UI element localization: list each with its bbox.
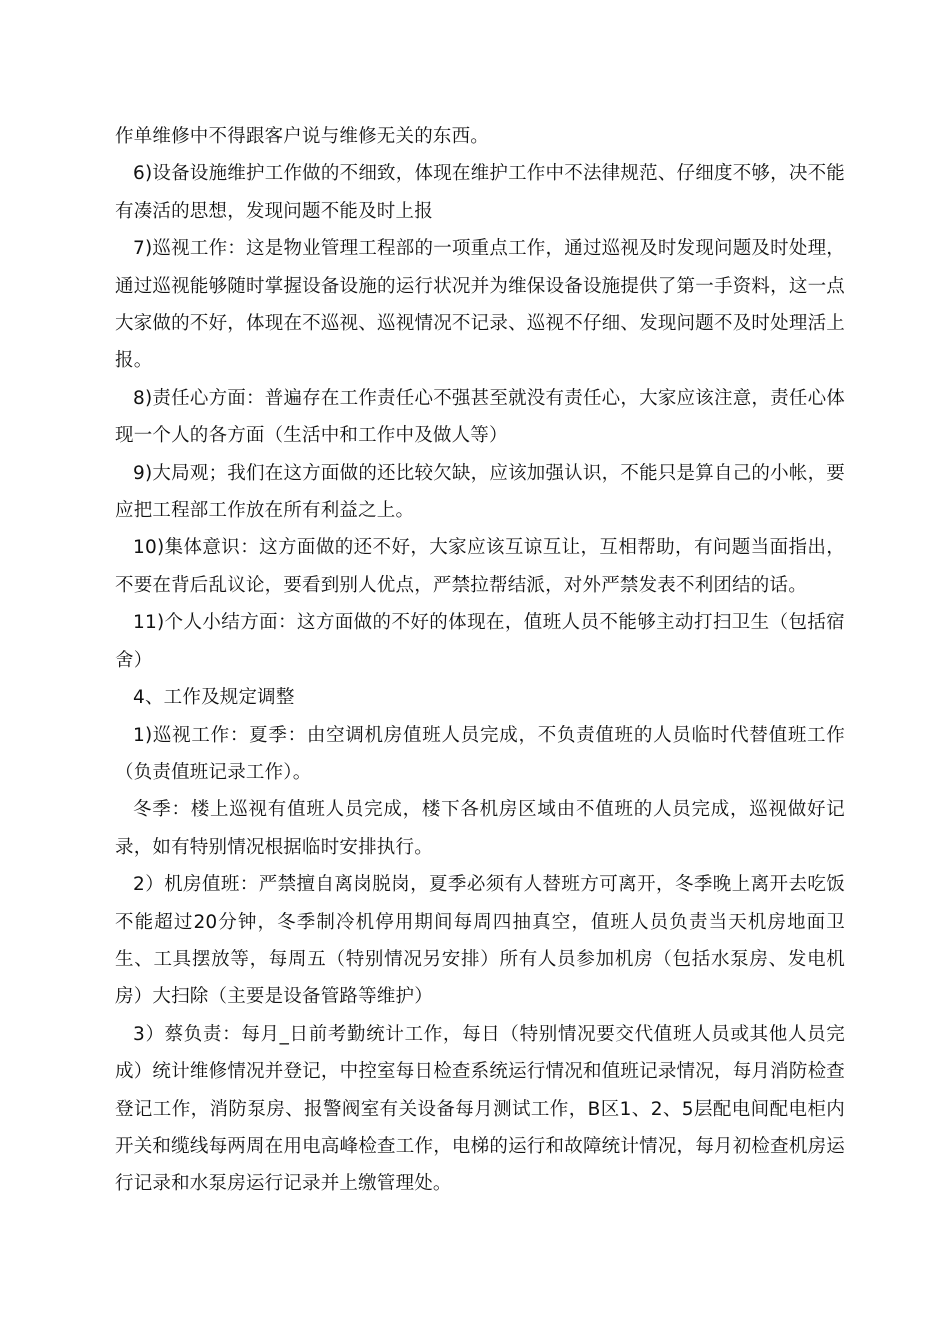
- paragraph-item-11: 11)个人小结方面：这方面做的不好的体现在，值班人员不能够主动打扫卫生（包括宿舍）: [115, 612, 845, 671]
- paragraph-adjust-2: 2）机房值班：严禁擅自离岗脱岗，夏季必须有人替班方可离开，冬季晚上离开去吃饭不能超过20分钟，冬季制冷机停用期间每周四抽真空，值班人员负责当天机房地面卫生、工具摆放等，每周五（特别情况另安排）所有人员参加机房（包括水泵房、发电机房）大扫除（主要是设备管路等维护）: [115, 874, 845, 1008]
- paragraph-adjust-1: 1)巡视工作：夏季：由空调机房值班人员完成，不负责值班的人员临时代替值班工作（负责值班记录工作）。: [115, 724, 845, 783]
- paragraph-adjust-winter: 冬季：楼上巡视有值班人员完成，楼下各机房区域由不值班的人员完成，巡视做好记录，如有特别情况根据临时安排执行。: [115, 799, 845, 858]
- paragraph-adjust-3: 3）蔡负责：每月_日前考勤统计工作，每日（特别情况要交代值班人员或其他人员完成）统计维修情况并登记，中控室每日检查系统运行情况和值班记录情况，每月消防检查登记工作，消防泵房、报警阀室有关设备每月测试工作，B区1、2、5层配电间配电柜内开关和缆线每两周在用电高峰检查工作，电梯的运行和故障统计情况，每月初检查机房运行记录和水泵房运行记录并上缴管理处。: [115, 1023, 845, 1195]
- section-heading-4: 4、工作及规定调整: [133, 687, 295, 709]
- paragraph-continuation: 作单维修中不得跟客户说与维修无关的东西。: [115, 126, 490, 147]
- paragraph-item-8: 8)责任心方面：普遍存在工作责任心不强甚至就没有责任心，大家应该注意，责任心体现一个人的各方面（生活中和工作中及做人等）: [115, 387, 845, 447]
- document-body: [115, 118, 845, 1203]
- paragraph-item-9: 9)大局观；我们在这方面做的还比较欠缺，应该加强认识，不能只是算自己的小帐，要应把工程部工作放在所有利益之上。: [115, 462, 845, 522]
- paragraph-item-7: 7)巡视工作：这是物业管理工程部的一项重点工作，通过巡视及时发现问题及时处理，通过巡视能够随时掌握设备设施的运行状况并为维保设备设施提供了第一手资料，这一点大家做的不好，体现在不巡视、巡视情况不记录、巡视不仔细、发现问题不及时处理活上报。: [115, 238, 845, 372]
- paragraph-item-10: 10)集体意识：这方面做的还不好，大家应该互谅互让，互相帮助，有问题当面指出，不要在背后乱议论，要看到别人优点，严禁拉帮结派，对外严禁发表不利团结的话。: [115, 537, 845, 596]
- paragraph-item-6: 6)设备设施维护工作做的不细致，体现在维护工作中不法律规范、仔细度不够，决不能有凑活的思想，发现问题不能及时上报: [115, 163, 845, 222]
